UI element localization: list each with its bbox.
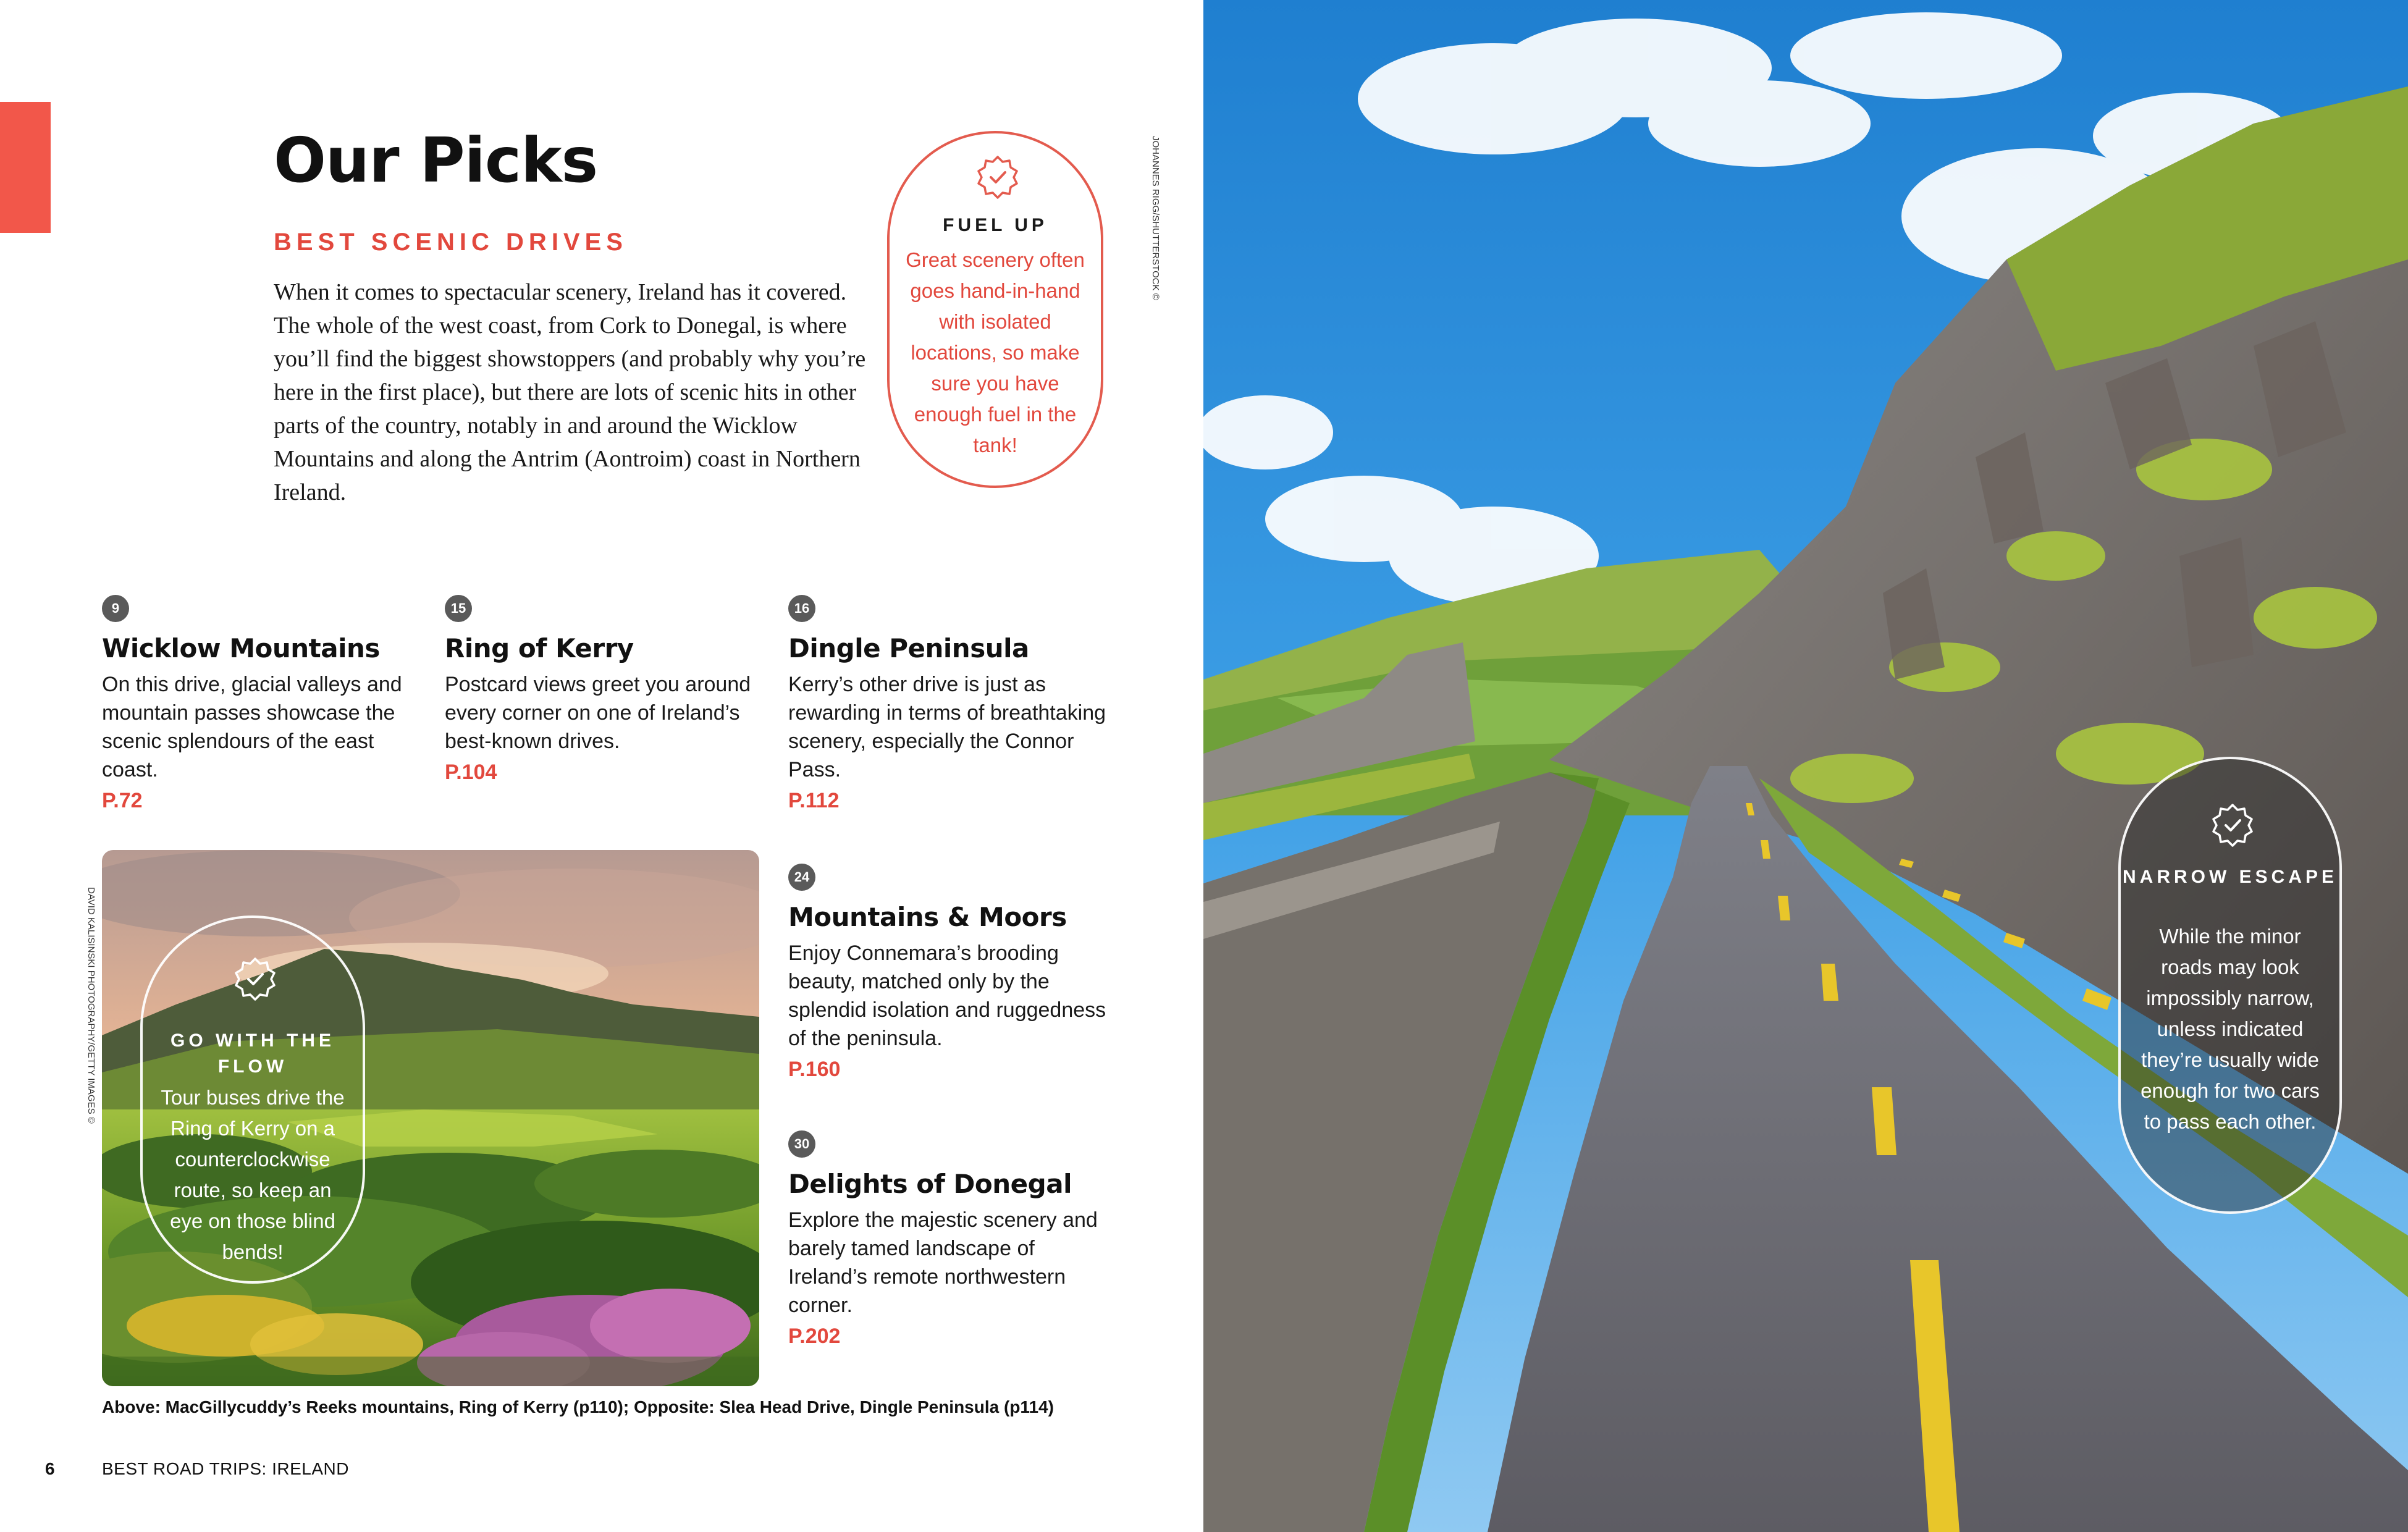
pick-item bbox=[788, 595, 1109, 811]
pick-page-link[interactable]: P.72 bbox=[102, 789, 143, 813]
pick-page-link[interactable]: P.112 bbox=[788, 789, 840, 813]
narrow-escape-callout bbox=[2118, 757, 2342, 1214]
pick-title: Delights of Donegal bbox=[788, 1169, 1072, 1199]
pick-page-link[interactable]: P.104 bbox=[445, 760, 497, 785]
go-with-the-flow-callout bbox=[140, 915, 365, 1284]
section-heading: BEST SCENIC DRIVES bbox=[274, 229, 628, 256]
fuel-up-body: Great scenery often goes hand-in-hand with isolated locations, so make sure you have enough fuel in the tank! bbox=[906, 248, 1085, 457]
route-number-badge: 30 bbox=[788, 1130, 815, 1158]
go-with-the-flow-title: GO WITH THE FLOW bbox=[170, 1030, 335, 1077]
photo-credit-left: DAVID KALISINSKI PHOTOGRAPHY/GETTY IMAGES © bbox=[86, 887, 96, 1124]
photo-credit-right: JOHANNES RIGG/SHUTTERSTOCK © bbox=[1150, 136, 1161, 300]
pick-item bbox=[788, 1130, 1109, 1347]
pick-title: Mountains & Moors bbox=[788, 902, 1067, 932]
pick-page-link[interactable]: P.160 bbox=[788, 1058, 841, 1082]
route-number-badge: 16 bbox=[788, 595, 815, 622]
pick-description: On this drive, glacial valleys and mountain passes showcase the scenic splendours of the east coast. bbox=[102, 673, 402, 782]
pick-description: Kerry’s other drive is just as rewarding in terms of breathtaking scenery, especially the Connor Pass. bbox=[788, 673, 1106, 782]
running-footer: BEST ROAD TRIPS: IRELAND bbox=[102, 1459, 349, 1478]
pick-item bbox=[102, 595, 423, 811]
route-number-badge: 9 bbox=[102, 595, 129, 622]
route-number-badge: 24 bbox=[788, 864, 815, 891]
pick-item bbox=[445, 595, 766, 783]
narrow-escape-body: While the minor roads may look impossibly narrow, unless indicated they’re usually wide enough for two cars to pass each other. bbox=[2141, 925, 2320, 1133]
pick-title: Ring of Kerry bbox=[445, 633, 634, 663]
left-page bbox=[0, 0, 1203, 1532]
go-with-the-flow-body: Tour buses drive the Ring of Kerry on a counterclockwise route, so keep an eye on those blind bends! bbox=[161, 1086, 345, 1263]
pick-page-link[interactable]: P.202 bbox=[788, 1324, 841, 1349]
ring-of-kerry-photo bbox=[102, 850, 759, 1386]
fuel-up-callout bbox=[887, 131, 1103, 488]
photo-caption: Above: MacGillycuddy’s Reeks mountains, Ring of Kerry (p110); Opposite: Slea Head Drive, Dingle Peninsula (p114) bbox=[102, 1397, 1054, 1416]
pick-description: Postcard views greet you around every corner on one of Ireland’s best-known drives. bbox=[445, 673, 751, 754]
intro-paragraph: When it comes to spectacular scenery, Ireland has it covered. The whole of the west coast, from Cork to Donegal, is where you’ll find the biggest showstoppers (and probably why you’re here in the first place), but there are lots of scenic hits in other parts of the country, notably in and around the Wicklow Mountains and along the Antrim (Aontroim) coast in Northern Ireland. bbox=[274, 279, 866, 505]
check-badge-icon bbox=[2210, 802, 2255, 848]
fuel-up-title: FUEL UP bbox=[943, 215, 1048, 235]
right-page-photo bbox=[1203, 0, 2408, 1532]
pick-title: Wicklow Mountains bbox=[102, 633, 380, 663]
pick-description: Enjoy Connemara’s brooding beauty, matched only by the splendid isolation and ruggedness of the peninsula. bbox=[788, 941, 1106, 1051]
check-badge-icon bbox=[232, 956, 278, 1002]
section-tab-marker bbox=[0, 102, 51, 233]
narrow-escape-title: NARROW ESCAPE bbox=[2122, 867, 2338, 887]
pick-item bbox=[788, 864, 1109, 1080]
page-title: Our Picks bbox=[274, 124, 598, 196]
pick-title: Dingle Peninsula bbox=[788, 633, 1029, 663]
pick-description: Explore the majestic scenery and barely tamed landscape of Ireland’s remote northwestern corner. bbox=[788, 1208, 1098, 1318]
route-number-badge: 15 bbox=[445, 595, 472, 622]
check-badge-icon bbox=[975, 154, 1021, 200]
page-number: 6 bbox=[45, 1459, 55, 1478]
